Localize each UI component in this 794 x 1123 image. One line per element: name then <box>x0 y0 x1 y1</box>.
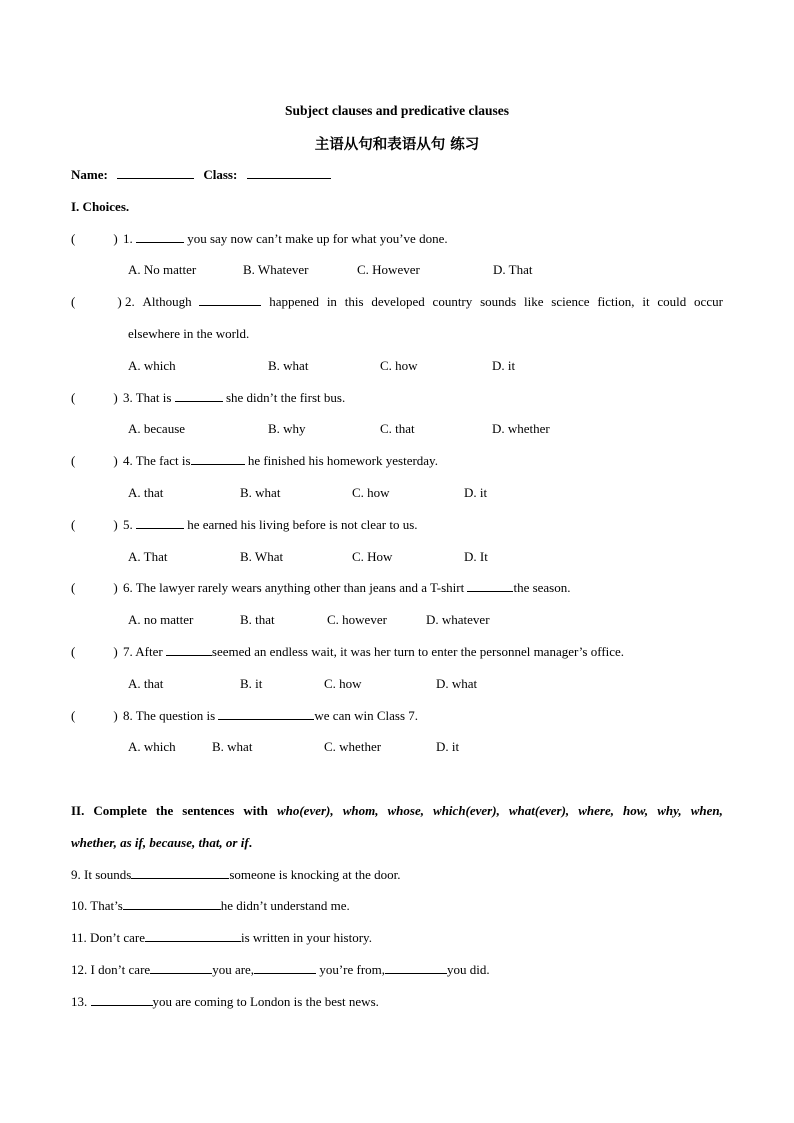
q4-option-b: B. what <box>240 485 281 500</box>
paren-close: ) <box>113 517 118 532</box>
question-text: That’s <box>90 898 123 913</box>
paren-close: ) <box>113 708 118 723</box>
question-number: 13. <box>71 994 88 1009</box>
blank <box>254 962 316 974</box>
question-text: he earned his living before is not clear to us. <box>187 517 418 532</box>
question-number: 12. <box>71 962 88 977</box>
question-4 <box>71 453 438 469</box>
word: whose, <box>387 803 424 818</box>
blank <box>199 294 261 306</box>
paren-close: ) <box>113 580 118 595</box>
blank <box>467 580 513 592</box>
q1-option-b: B. Whatever <box>243 262 309 277</box>
paren-close: ) <box>113 644 118 659</box>
class-label: Class: <box>203 167 238 182</box>
section1-title: I. Choices. <box>71 199 130 214</box>
question-11 <box>71 930 372 946</box>
question-text: After <box>135 644 163 659</box>
q3-option-d: D. whether <box>492 421 550 436</box>
question-number: 5. <box>122 517 133 532</box>
blank <box>175 390 223 402</box>
question-number: 1. <box>122 231 133 246</box>
q2-option-d: D. it <box>492 358 516 373</box>
question-text: The question is <box>135 708 216 723</box>
paren-open: ( <box>71 708 76 723</box>
blank <box>166 644 212 656</box>
word: science <box>551 294 590 309</box>
title-english: Subject clauses and predicative clauses <box>284 103 509 118</box>
word: when, <box>690 803 723 818</box>
question-5 <box>71 517 418 533</box>
question-1 <box>71 231 448 247</box>
word: what(ever), <box>508 803 570 818</box>
word: occur <box>694 294 723 309</box>
question-8 <box>71 708 418 724</box>
question-text: It sounds <box>84 867 132 882</box>
q6-option-c: C. however <box>327 612 387 627</box>
question-10 <box>71 898 350 914</box>
name-blank <box>117 167 194 179</box>
q3-option-a: A. because <box>128 421 186 436</box>
question-text: the season. <box>513 580 571 595</box>
blank <box>385 962 447 974</box>
question-text: The lawyer rarely wears anything other than jeans and a T-shirt <box>135 580 465 595</box>
word: who(ever), <box>276 803 334 818</box>
question-text: The fact is <box>135 453 191 468</box>
question-9 <box>71 867 400 883</box>
word: the <box>155 803 174 818</box>
q7-option-d: D. what <box>436 676 478 691</box>
question-number: 2. <box>124 294 135 309</box>
q6-option-a: A. no matter <box>128 612 194 627</box>
q4-option-a: A. that <box>128 485 164 500</box>
question-text: That is <box>135 390 172 405</box>
word: II. <box>71 803 85 818</box>
question-13 <box>71 994 379 1010</box>
question-text: you’re from, <box>319 962 386 977</box>
q5-option-c: C. How <box>352 549 393 564</box>
question-text: Don’t care <box>90 930 146 945</box>
question-text: seemed an endless wait, it was her turn to enter the personnel manager’s office. <box>211 644 625 659</box>
paren-close: ) <box>113 231 118 246</box>
question-number: 9. <box>71 867 81 882</box>
q4-option-d: D. it <box>464 485 488 500</box>
question-number: 8. <box>122 708 133 723</box>
q7-option-b: B. it <box>240 676 263 691</box>
paren-open: ( <box>71 294 76 309</box>
q3-option-c: C. that <box>380 421 415 436</box>
question-number: 4. <box>122 453 133 468</box>
paren-open: ( <box>71 453 76 468</box>
word: with <box>243 803 268 818</box>
word: why, <box>657 803 682 818</box>
question-text: he finished his homework yesterday. <box>247 453 438 468</box>
word: country <box>432 294 473 309</box>
q4-option-c: C. how <box>352 485 390 500</box>
q6-option-d: D. whatever <box>426 612 490 627</box>
word: which(ever), <box>433 803 500 818</box>
paren-open: ( <box>71 644 76 659</box>
word: how, <box>623 803 649 818</box>
question-text: he didn’t understand me. <box>220 898 350 913</box>
blank <box>145 930 241 942</box>
blank <box>136 517 184 529</box>
question-text: I don’t care <box>90 962 151 977</box>
question-number: 10. <box>71 898 88 913</box>
paren-close: ) <box>113 453 118 468</box>
question-text: someone is knocking at the door. <box>229 867 401 882</box>
question-3 <box>71 390 345 406</box>
q2-option-a: A. which <box>128 358 176 373</box>
question-number: 7. <box>122 644 133 659</box>
q1-option-c: C. However <box>357 262 420 277</box>
question-text: she didn’t the first bus. <box>225 390 346 405</box>
section2-title-line2 <box>71 835 252 851</box>
blank <box>150 962 212 974</box>
q2-continuation: elsewhere in the world. <box>128 326 250 341</box>
question-text: you are coming to London is the best news. <box>152 994 379 1009</box>
blank <box>131 867 229 879</box>
q2-option-c: C. how <box>380 358 418 373</box>
q2-head <box>71 294 135 310</box>
question-number: 6. <box>122 580 133 595</box>
title-chinese: 主语从句和表语从句 练习 <box>314 137 480 153</box>
question-text: you say now can’t make up for what you’ve done. <box>187 231 448 246</box>
word: happened <box>269 294 320 309</box>
word: Although <box>142 294 192 309</box>
q8-option-c: C. whether <box>324 739 382 754</box>
q6-option-b: B. that <box>240 612 275 627</box>
q8-option-a: A. which <box>128 739 176 754</box>
word: whom, <box>342 803 379 818</box>
blank <box>136 231 184 243</box>
question-text: you are, <box>212 962 255 977</box>
word-list: whether, as if, because, that, or if <box>71 835 249 850</box>
word: Complete <box>93 803 147 818</box>
question-6 <box>71 580 571 596</box>
section2-title-line1 <box>71 803 723 819</box>
word: sentences <box>182 803 235 818</box>
question-text: you did. <box>447 962 490 977</box>
word: this <box>344 294 364 309</box>
question-text: is written in your history. <box>241 930 372 945</box>
word: like <box>523 294 544 309</box>
blank <box>218 708 314 720</box>
q8-option-b: B. what <box>212 739 253 754</box>
word: could <box>657 294 687 309</box>
q8-option-d: D. it <box>436 739 460 754</box>
blank <box>91 994 153 1006</box>
q5-option-d: D. It <box>464 549 488 564</box>
q5-option-a: A. That <box>128 549 168 564</box>
q1-option-d: D. That <box>493 262 533 277</box>
q1-option-a: A. No matter <box>128 262 197 277</box>
word: in <box>326 294 337 309</box>
blank <box>123 898 221 910</box>
paren-close: ) <box>117 294 122 309</box>
name-label: Name: <box>71 167 108 182</box>
paren-open: ( <box>71 580 76 595</box>
paren-open: ( <box>71 517 76 532</box>
question-number: 3. <box>122 390 133 405</box>
q7-option-c: C. how <box>324 676 362 691</box>
name-class-line <box>71 167 331 183</box>
question-2 <box>71 294 723 310</box>
q7-option-a: A. that <box>128 676 164 691</box>
paren-open: ( <box>71 390 76 405</box>
question-12 <box>71 962 490 978</box>
paren-close: ) <box>113 390 118 405</box>
q3-option-b: B. why <box>268 421 306 436</box>
word: developed <box>371 294 425 309</box>
question-number: 11. <box>71 930 87 945</box>
word: it <box>642 294 650 309</box>
word: sounds <box>480 294 517 309</box>
q5-option-b: B. What <box>240 549 284 564</box>
q2-option-b: B. what <box>268 358 309 373</box>
blank <box>191 453 245 465</box>
period: . <box>248 835 252 850</box>
class-blank <box>247 167 331 179</box>
question-7 <box>71 644 624 660</box>
question-text: we can win Class 7. <box>314 708 419 723</box>
word: fiction, <box>597 294 635 309</box>
paren-open: ( <box>71 231 76 246</box>
word: where, <box>578 803 614 818</box>
